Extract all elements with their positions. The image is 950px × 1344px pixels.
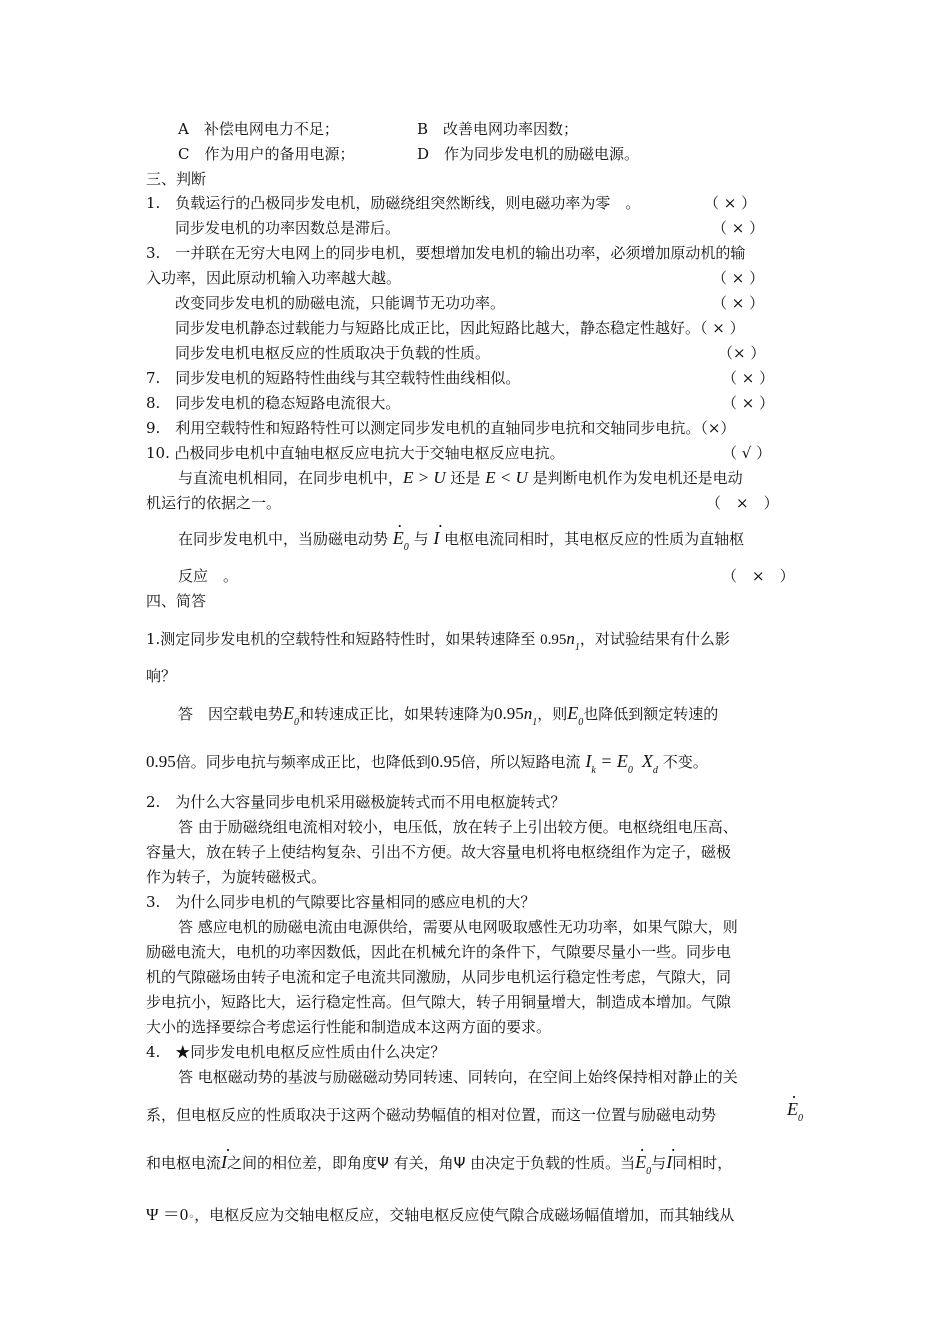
- judge-q8-mark: （ × ）: [722, 394, 775, 412]
- sa-a4-text-a: 和电枢电流: [146, 1154, 222, 1172]
- e0-dot-symbol-a4: · $E_0$: [787, 1099, 803, 1120]
- sa-a1-095-c: 0.95: [430, 752, 461, 771]
- judge-q3-line1: 3. 一并联在无穷大电网上的同步电机，要想增加发电机的输出功率，必须增加原动机的输: [146, 244, 746, 262]
- sa-q2: 2. 为什么大容量同步电机采用磁极旋转式而不用电枢旋转式？: [146, 793, 566, 811]
- i-dot-symbol: · I: [433, 528, 439, 548]
- judge-q12-line1: [178, 528, 744, 552]
- judge-q11-math-1: E > U: [403, 468, 446, 487]
- sa-a3-line1: 答 感应电机的励磁电流由电源供给，需要从电网吸取感性无功功率，如果气隙大，则: [178, 918, 738, 936]
- judge-q11-line2: 机运行的依据之一。: [146, 494, 282, 512]
- sa-a1-text-g: 不变。: [662, 753, 708, 771]
- sa-a1-text-a: 答 因空载电势: [178, 705, 284, 723]
- sa-a1-text-e: 倍。同步电抗与频率成正比，也降低到: [175, 753, 431, 771]
- sa-a4-line4: [146, 1200, 734, 1225]
- e0-dot-symbol-a4b: · $E_0$: [635, 1152, 651, 1172]
- sa-a4-line3: [146, 1152, 733, 1177]
- degree-mark: ◦: [188, 1212, 195, 1223]
- judge-q12-text-b: 与: [408, 530, 434, 548]
- sa-a1-text-c: ，则: [537, 705, 568, 723]
- judge-q2-mark: （ × ）: [712, 219, 765, 237]
- option-c: C 作为用户的备用电源；: [178, 145, 355, 163]
- judge-q1-mark: （ × ）: [704, 194, 757, 212]
- judge-q11-math-2: E < U: [485, 468, 528, 487]
- sa-a2-line1: 答 由于励磁绕组电流相对较小，电压低，放在转子上引出较方便。电枢绕组电压高、: [178, 818, 738, 836]
- judge-q3-mark: （ × ）: [712, 269, 765, 287]
- sa-q3: 3. 为什么同步电机的气隙要比容量相同的感应电机的大？: [146, 893, 536, 911]
- sa-q1-095: 0.95: [540, 632, 567, 648]
- e0-dot-symbol: · $E_0$: [393, 528, 409, 548]
- judge-q12-text-a: 在同步发电机中，当励磁电动势: [178, 530, 389, 548]
- sa-a3-line4: 步电抗小，短路比大，运行稳定性高。但气隙大，转子用铜量增大，制造成本增加。气隙: [146, 993, 732, 1011]
- option-d: D 作为同步发电机的励磁电源。: [417, 145, 640, 163]
- sa-a2-line3: 作为转子，为旋转磁极式。: [146, 868, 327, 886]
- psi-zero: Ψ ＝0: [146, 1205, 189, 1224]
- n1-symbol-answer: $n_1$: [523, 704, 538, 728]
- sa-a4-text-c: 与: [651, 1154, 667, 1172]
- judge-q7: 7. 同步发电机的短路特性曲线与其空载特性曲线相似。: [146, 369, 521, 387]
- judge-q12-line2: 反应 。: [178, 567, 239, 585]
- judge-q10: 10. 凸极同步电机中直轴电枢反应电抗大于交轴电枢反应电抗。: [146, 444, 565, 462]
- option-a: A 补偿电网电力不足；: [178, 120, 339, 138]
- judge-q3-line2: 入功率，因此原动机输入功率越大越。: [146, 269, 402, 287]
- judge-q11-line1: [178, 468, 743, 488]
- judge-q1: 1. 负载运行的凸极同步发电机，励磁绕组突然断线，则电磁功率为零 。: [146, 194, 641, 212]
- sa-a1-line1: [178, 703, 719, 728]
- ik-formula: $I_k = E_0$ $X_d$: [585, 751, 658, 776]
- sa-a4-line1: 答 电枢磁动势的基波与励磁磁动势同转速、同转向，在空间上始终保持相对静止的关: [178, 1068, 738, 1086]
- sa-a3-line5: 大小的选择要综合考虑运行性能和制造成本这两方面的要求。: [146, 1018, 552, 1036]
- judge-q6-mark: （× ）: [718, 344, 766, 362]
- judge-q11-mark: （ × ）: [706, 494, 779, 512]
- judge-q4: 改变同步发电机的励磁电流，只能调节无功功率。: [175, 294, 506, 312]
- sa-q1-line2: 响？: [146, 667, 177, 685]
- i-dot-symbol-a4b: · I: [666, 1152, 672, 1172]
- n1-symbol: $n_1$: [566, 629, 580, 653]
- sa-q1-text-b: ，对试验结果有什么影: [579, 630, 730, 648]
- sa-a3-line3: 机的气隙磁场由转子电流和定子电流共同激励，从同步电机运行稳定性考虑，气隙大，同: [146, 968, 732, 986]
- sa-a2-line2: 容量大，放在转子上使结构复杂、引出不方便。故大容量电机将电枢绕组作为定子，磁极: [146, 843, 732, 861]
- judge-q4-mark: （ × ）: [712, 294, 765, 312]
- sa-q1-text-a: 1.测定同步发电机的空载特性和短路特性时，如果转速降至: [146, 630, 541, 648]
- judge-q12-text-c: 电枢电流同相时，其电枢反应的性质为直轴枢: [439, 530, 745, 548]
- i-dot-symbol-a4: · I: [221, 1152, 227, 1172]
- section-heading-judge: 三、判断: [146, 170, 207, 188]
- sa-q4: 4. ★同步发电机电枢反应性质由什么决定？: [146, 1043, 446, 1061]
- sa-a1-line2: [146, 751, 708, 776]
- sa-a1-text-b: 和转速成正比，如果转速降为: [299, 705, 495, 723]
- judge-q9: 9. 利用空载特性和短路特性可以测定同步发电机的直轴同步电抗和交轴同步电抗。（×）: [146, 419, 736, 437]
- sa-a1-095: 0.95: [494, 704, 524, 723]
- sa-a4-line2: 系，但电枢反应的性质取决于这两个磁动势幅值的相对位置，而这一位置与励磁电动势: [146, 1106, 717, 1124]
- judge-q5: 同步发电机静态过载能力与短路比成正比，因此短路比越大，静态稳定性越好。（ × ）: [175, 319, 745, 337]
- sa-a3-line2: 励磁电流大，电机的功率因数低，因此在机械允许的条件下，气隙要尽量小一些。同步电: [146, 943, 732, 961]
- sa-a4-text-d: 同相时，: [672, 1154, 733, 1172]
- sa-a1-text-d: 也降低到额定转速的: [583, 705, 719, 723]
- judge-q8: 8. 同步发电机的稳态短路电流很大。: [146, 394, 401, 412]
- judge-q2: 同步发电机的功率因数总是滞后。: [175, 219, 401, 237]
- e0-symbol: $E_0$: [283, 703, 300, 728]
- sa-q1-line1: [146, 629, 730, 652]
- judge-q11-text-c: 是判断电机作为发电机还是电动: [527, 469, 743, 487]
- judge-q7-mark: （ × ）: [722, 369, 775, 387]
- judge-q11-text-a: 与直流电机相同，在同步电机中，: [178, 469, 404, 487]
- section-heading-short-answer: 四、简答: [146, 592, 207, 610]
- judge-q10-mark: （ √ ）: [722, 444, 772, 462]
- sa-a4-text-e: ，电枢反应为交轴电枢反应，交轴电枢反应使气隙合成磁场幅值增加，而其轴线从: [194, 1206, 735, 1224]
- e0-symbol-answer: $E_0$: [567, 703, 584, 728]
- judge-q11-text-b: 还是: [445, 469, 486, 487]
- sa-a1-095-b: 0.95: [146, 752, 176, 771]
- option-b: B 改善电网功率因数；: [417, 120, 579, 138]
- sa-a4-text-b: 之间的相位差，即角度Ψ 有关，角Ψ 由决定于负载的性质。当: [227, 1154, 636, 1172]
- sa-a1-text-f: 倍，所以短路电流: [460, 753, 581, 771]
- judge-q6: 同步发电机电枢反应的性质取决于负载的性质。: [175, 344, 491, 362]
- judge-q12-mark: （ × ）: [722, 567, 795, 585]
